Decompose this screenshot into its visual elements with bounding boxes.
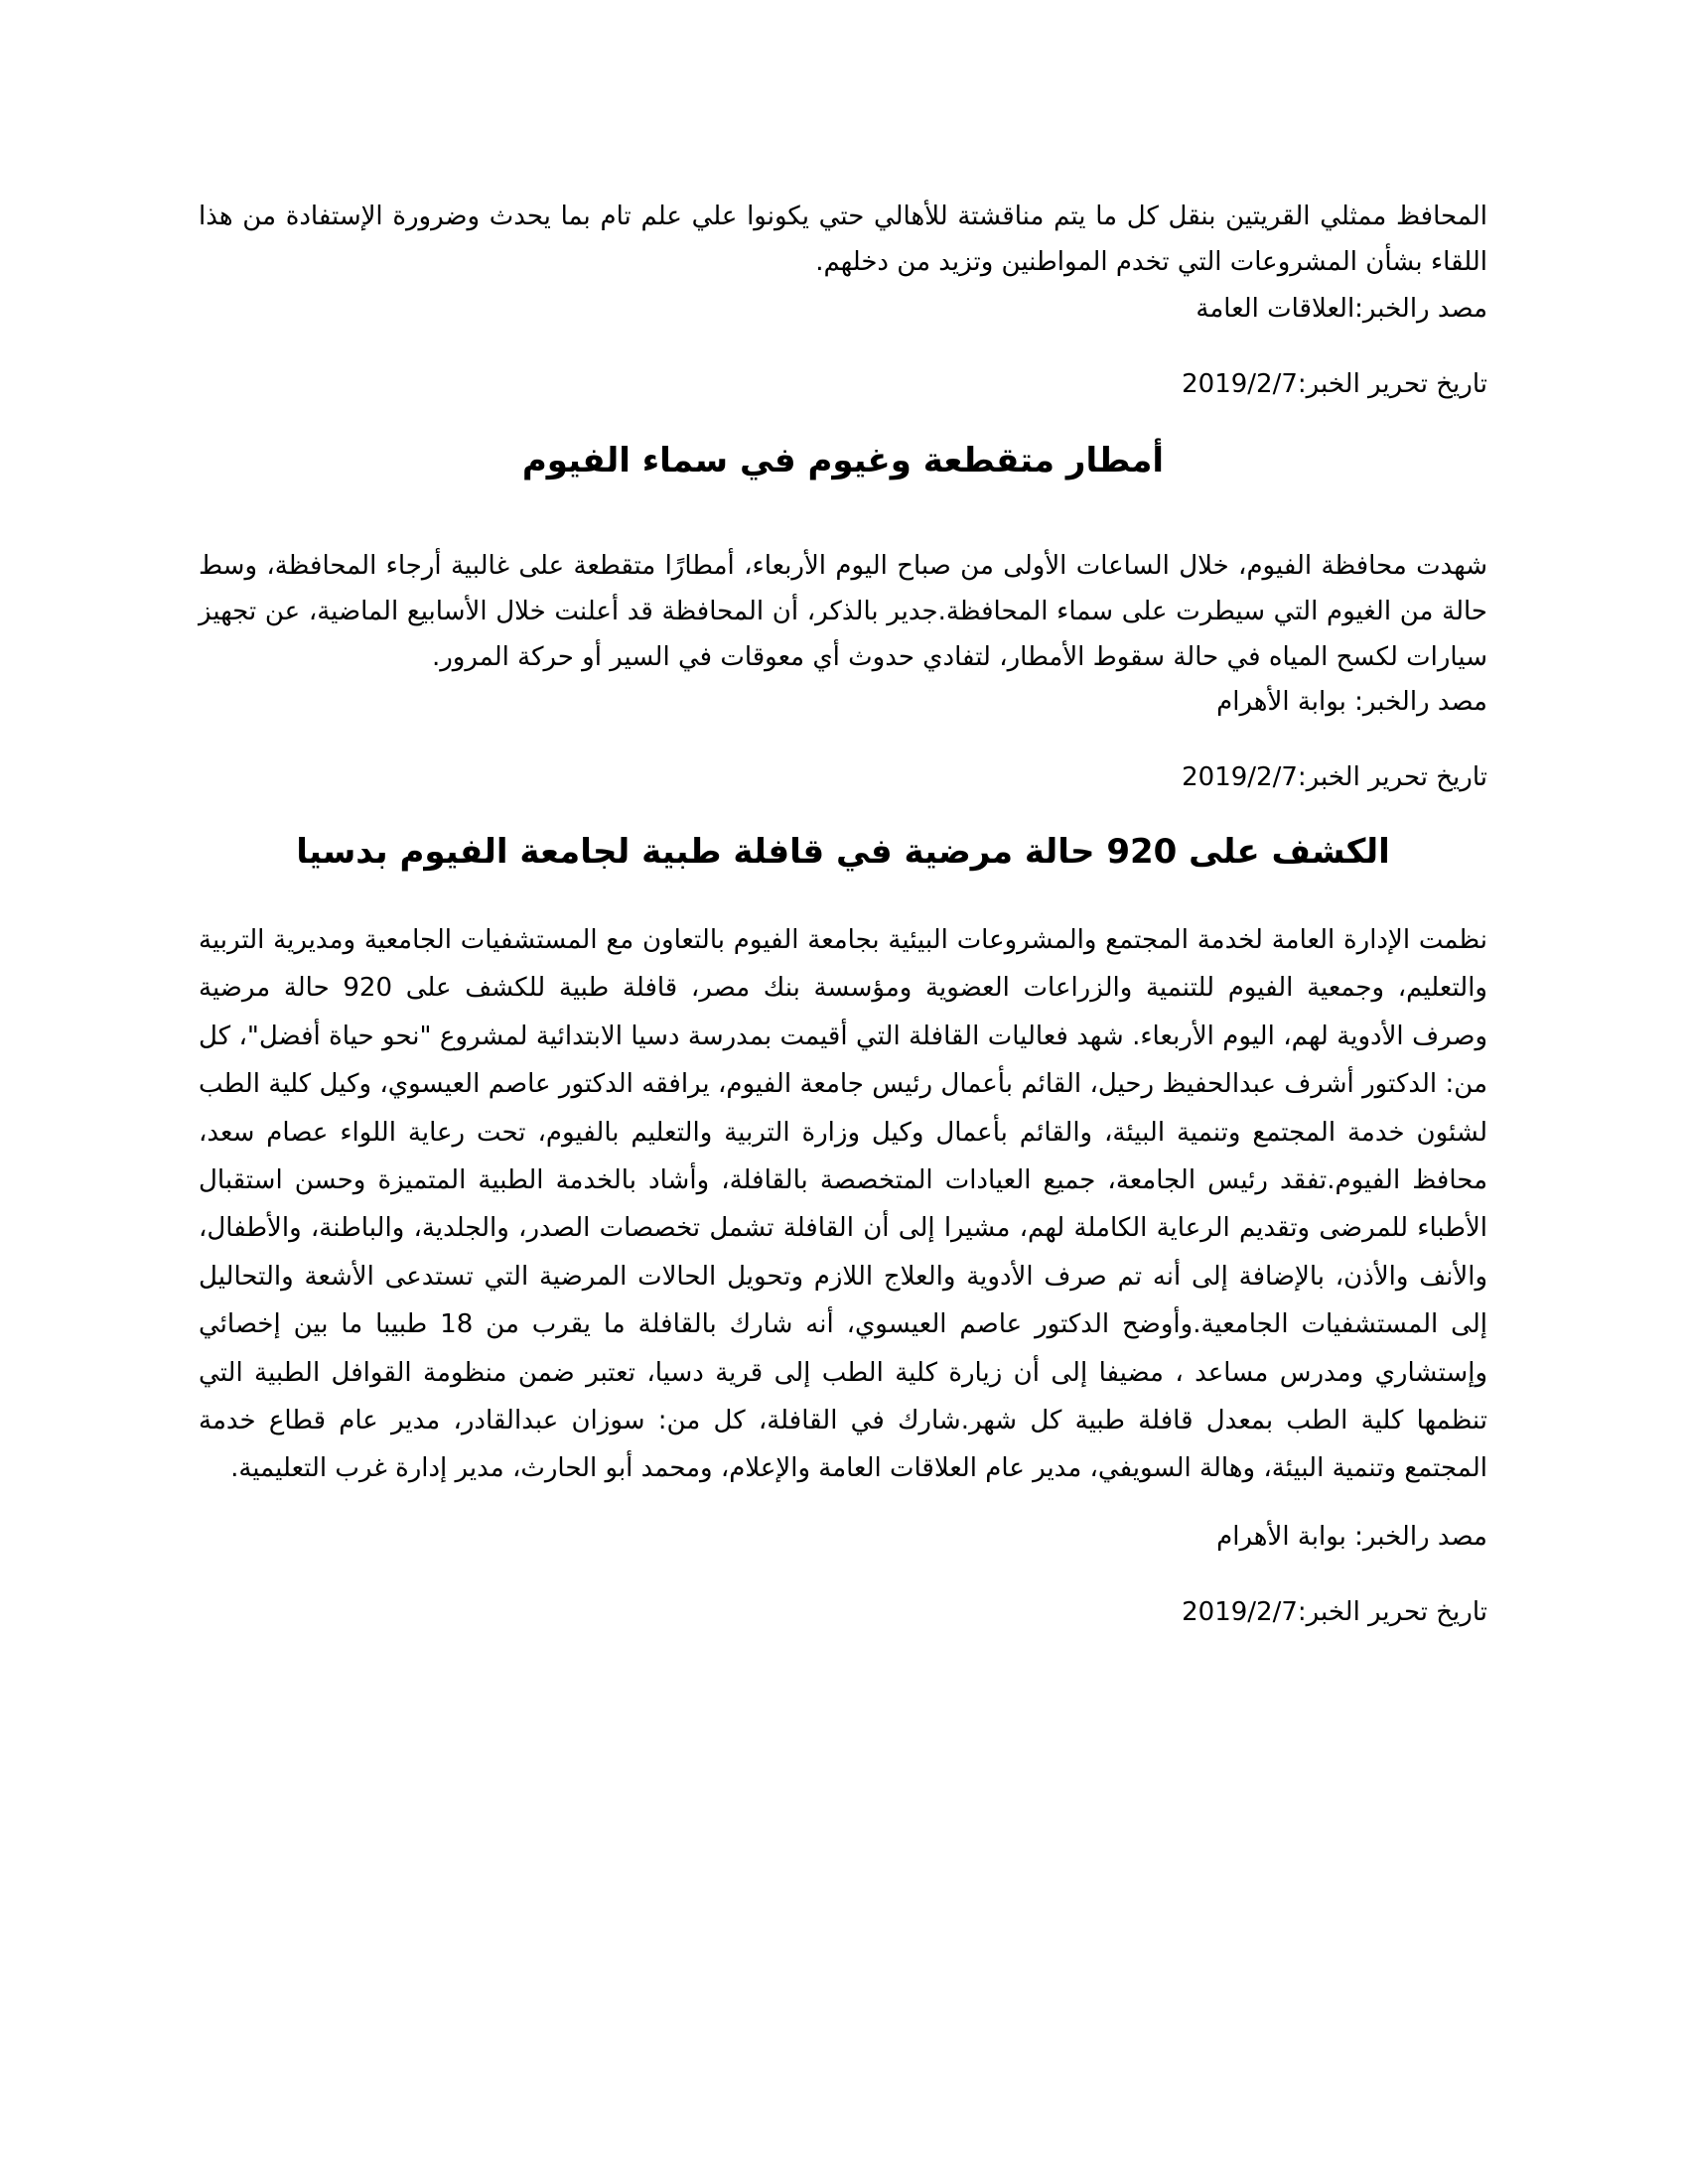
document-page [199, 194, 1487, 1632]
article-body: نظمت الإدارة العامة لخدمة المجتمع والمشروعات البيئية بجامعة الفيوم بالتعاون مع المستشفيات الجامعية ومديرية التربية والتعليم، وجمعية الفيوم للتنمية والزراعات العضوية ومؤسسة بنك مصر، قافلة طبية للكشف على 920 حالة مرضية وصرف الأدوية لهم، اليوم الأربعاء. شهد فعاليات القافلة التي أقيمت بمدرسة دسيا الابتدائية لمشروع "نحو حياة أفضل"، كل من: الدكتور أشرف عبدالحفيظ رحيل، القائم بأعمال رئيس جامعة الفيوم، يرافقه الدكتور عاصم العيسوي، وكيل كلية الطب لشئون خدمة المجتمع وتنمية البيئة، والقائم بأعمال وكيل وزارة التربية والتعليم بالفيوم، تحت رعاية اللواء عصام سعد، محافظ الفيوم.تفقد رئيس الجامعة، جميع العيادات المتخصصة بالقافلة، وأشاد بالخدمة الطبية المتميزة وحسن استقبال الأطباء للمرضى وتقديم الرعاية الكاملة لهم، مشيرا إلى أن القافلة تشمل تخصصات الصدر، والجلدية، والباطنة، والأطفال، والأنف والأذن، بالإضافة إلى أنه تم صرف الأدوية والعلاج اللازم وتحويل الحالات المرضية التي تستدعى الأشعة والتحاليل إلى المستشفيات الجامعية.وأوضح الدكتور عاصم العيسوي، أنه شارك بالقافلة ما يقرب من 18 طبيبا ما بين إخصائي وإستشاري ومدرس مساعد ، مضيفا إلى أن زيارة كلية الطب إلى قرية دسيا، تعتبر ضمن منظومة القوافل الطبية التي تنظمها كلية الطب بمعدل قافلة طبية كل شهر.شارك في القافلة، كل من: سوزان عبدالقادر، مدير عام قطاع خدمة المجتمع وتنمية البيئة، وهالة السويفي، مدير عام العلاقات العامة والإعلام، ومحمد أبو الحارث، مدير إدارة غرب التعليمية. [199, 925, 1487, 1484]
article-title: أمطار متقطعة وغيوم في سماء الفيوم [521, 441, 1165, 480]
intro-paragraph: المحافظ ممثلي القريتين بنقل كل ما يتم مناقشتة للأهالي حتي يكونوا علي علم تام بما يحدث وضرورة الإستفادة من هذا اللقاء بشأن المشروعات التي تخدم المواطنين وتزيد من دخلهم. [199, 202, 1487, 277]
article-body: شهدت محافظة الفيوم، خلال الساعات الأولى من صباح اليوم الأربعاء، أمطارًا متقطعة على غالبية أرجاء المحافظة، وسط حالة من الغيوم التي سيطرت على سماء المحافظة.جدير بالذكر، أن المحافظة قد أعلنت خلال الأسابيع الماضية، عن تجهيز سيارات لكسح المياه في حالة سقوط الأمطار، لتفادي حدوث أي معوقات في السير أو حركة المرور. [199, 551, 1487, 672]
article-medical-caravan [199, 827, 1487, 1632]
article-source: مصد رالخبر: بوابة الأهرام [1216, 1521, 1487, 1552]
article-date: تاريخ تحرير الخبر:2019/2/7 [1182, 1596, 1487, 1627]
article-date: تاريخ تحرير الخبر:2019/2/7 [1182, 762, 1487, 792]
article-title: الكشف على 920 حالة مرضية في قافلة طبية لجامعة الفيوم بدسيا [296, 832, 1390, 872]
intro-section [199, 194, 1487, 404]
intro-source: مصد رالخبر:العلاقات العامة [1196, 294, 1487, 324]
intro-date: تاريخ تحرير الخبر:2019/2/7 [1182, 369, 1487, 399]
article-rain [199, 436, 1487, 797]
article-source: مصد رالخبر: بوابة الأهرام [1216, 687, 1487, 717]
